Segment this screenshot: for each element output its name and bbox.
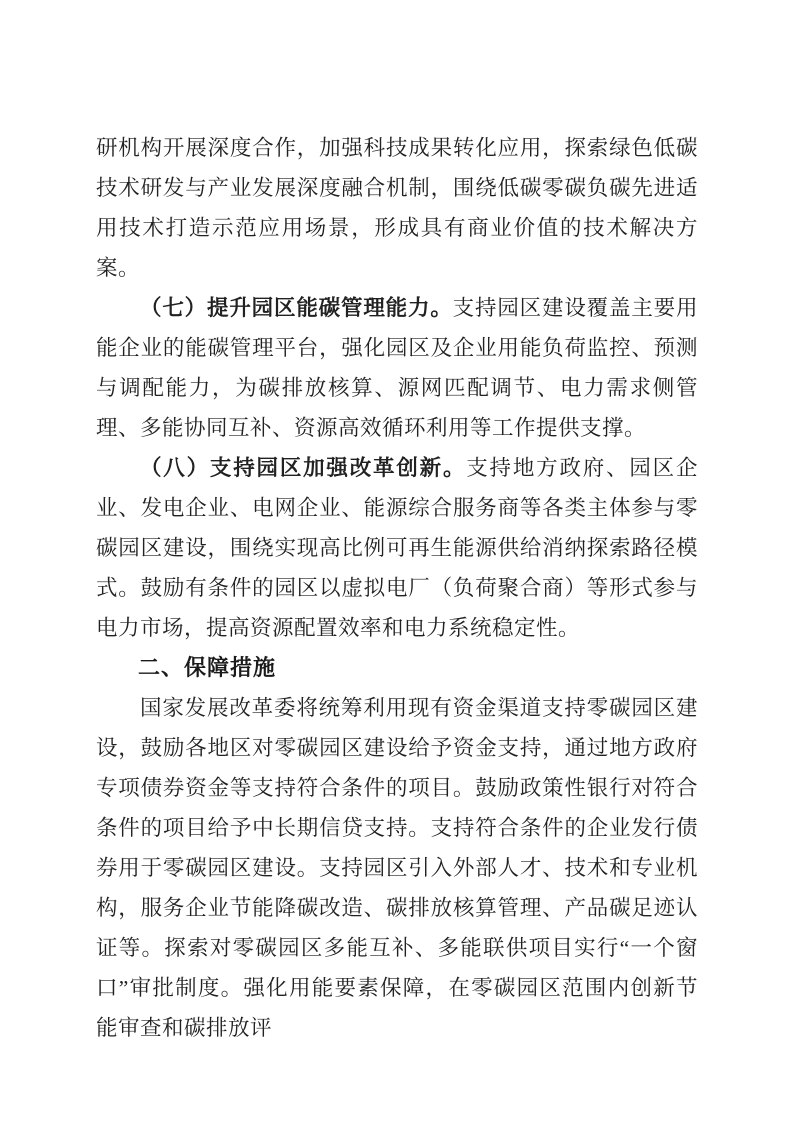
section-heading: 二、保障措施 xyxy=(138,655,277,680)
paragraph-safeguards xyxy=(96,688,698,1048)
paragraph-lead: （八）支持园区加强改革创新。 xyxy=(140,456,467,480)
paragraph-item-7 xyxy=(96,288,698,448)
paragraph-text: 支持园区建设覆盖主要用能企业的能碳管理平台，强化园区及企业用能负荷监控、预测与调配能力，为碳排放核算、源网匹配调节、电力需求侧管理、多能协同互补、资源高效循环利用等工作提供支撑。 xyxy=(96,296,698,440)
paragraph-item-8 xyxy=(96,448,698,648)
paragraph-continuation xyxy=(96,128,698,288)
paragraph-text: 研机构开展深度合作，加强科技成果转化应用，探索绿色低碳技术研发与产业发展深度融合机制，围绕低碳零碳负碳先进适用技术打造示范应用场景，形成具有商业价值的技术解决方案。 xyxy=(96,136,698,280)
page-content xyxy=(96,128,698,1048)
paragraph-text: 支持地方政府、园区企业、发电企业、电网企业、能源综合服务商等各类主体参与零碳园区建设，围绕实现高比例可再生能源供给消纳探索路径模式。鼓励有条件的园区以虚拟电厂（负荷聚合商）等形式参与电力市场，提高资源配置效率和电力系统稳定性。 xyxy=(96,456,698,640)
paragraph-lead: （七）提升园区能碳管理能力。 xyxy=(140,296,453,320)
paragraph-text: 国家发展改革委将统筹利用现有资金渠道支持零碳园区建设，鼓励各地区对零碳园区建设给予资金支持，通过地方政府专项债券资金等支持符合条件的项目。鼓励政策性银行对符合条件的项目给予中长期信贷支持。支持符合条件的企业发行债券用于零碳园区建设。支持园区引入外部人才、技术和专业机构，服务企业节能降碳改造、碳排放核算管理、产品碳足迹认证等。探索对零碳园区多能互补、多能联供项目实行“一个窗口”审批制度。强化用能要素保障，在零碳园区范围内创新节能审查和碳排放评 xyxy=(96,696,698,1040)
